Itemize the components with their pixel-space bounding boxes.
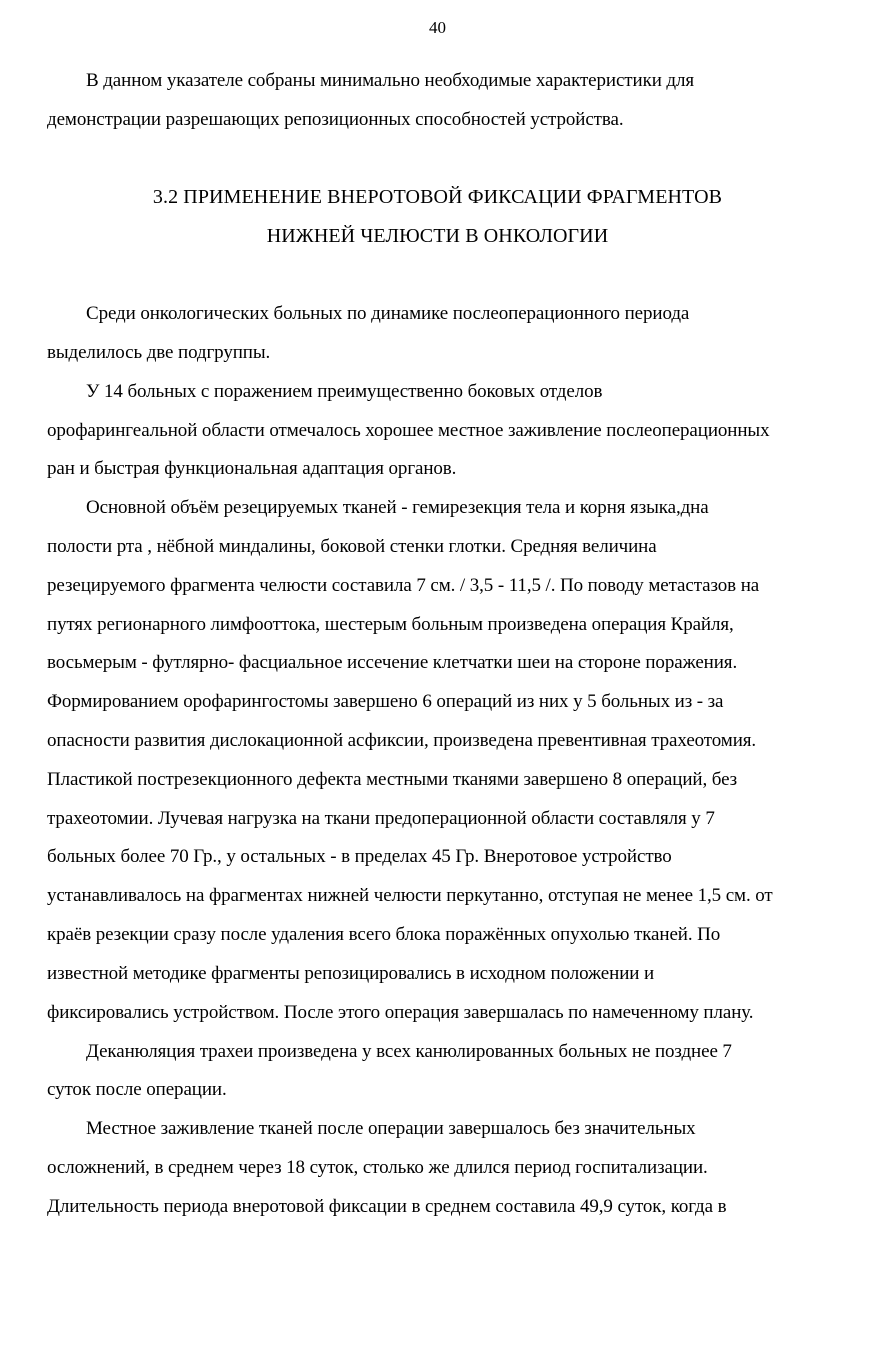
body-line-21: суток после операции. — [47, 1079, 227, 1100]
section-heading-line-1: 3.2 ПРИМЕНЕНИЕ ВНЕРОТОВОЙ ФИКСАЦИИ ФРАГМЕНТОВ — [152, 186, 723, 208]
body-line-20: Деканюляция трахеи произведена у всех канюлированных больных не позднее 7 — [86, 1041, 732, 1062]
body-line-15: больных более 70 Гр., у остальных - в пределах 45 Гр. Внеротовое устройство — [47, 846, 672, 867]
body-line-6: Основной объём резецируемых тканей - гемирезекция тела и корня языка,дна — [86, 497, 709, 518]
body-line-7: полости рта , нёбной миндалины, боковой стенки глотки. Средняя величина — [47, 536, 657, 557]
section-heading-line-2: НИЖНЕЙ ЧЕЛЮСТИ В ОНКОЛОГИИ — [266, 225, 609, 247]
body-line-2: выделилось две подгруппы. — [47, 342, 271, 363]
body-line-18: известной методике фрагменты репозицировались в исходном положении и — [47, 963, 655, 984]
body-line-12: опасности развития дислокационной асфиксии, произведена превентивная трахеотомия. — [47, 730, 757, 751]
body-line-17: краёв резекции сразу после удаления всего блока поражённых опухолью тканей. По — [47, 924, 721, 945]
body-line-22: Местное заживление тканей после операции завершалось без значительных — [86, 1118, 696, 1139]
body-line-13: Пластикой пострезекционного дефекта местными тканями завершено 8 операций, без — [47, 769, 738, 790]
body-line-16: устанавливалось на фрагментах нижней челюсти перкутанно, отступая не менее 1,5 см. от — [47, 885, 773, 906]
page-number: 40 — [429, 18, 446, 37]
body-line-11: Формированием орофарингостомы завершено 6 операций из них у 5 больных из - за — [47, 691, 724, 712]
body-line-23: осложнений, в среднем через 18 суток, столько же длился период госпитализации. — [47, 1157, 708, 1178]
body-line-10: восьмерым - футлярно- фасциальное иссечение клетчатки шеи на стороне поражения. — [47, 652, 738, 673]
intro-line-1: В данном указателе собраны минимально необходимые характеристики для — [86, 70, 695, 91]
body-line-24: Длительность периода внеротовой фиксации в среднем составила 49,9 суток, когда в — [47, 1196, 727, 1217]
intro-line-2: демонстрации разрешающих репозиционных способностей устройства. — [47, 109, 624, 130]
body-line-3: У 14 больных с поражением преимущественно боковых отделов — [86, 381, 603, 402]
body-line-1: Среди онкологических больных по динамике послеоперационного периода — [86, 303, 690, 324]
body-line-8: резецируемого фрагмента челюсти составила 7 см. / 3,5 - 11,5 /. По поводу метастазов на — [47, 575, 760, 596]
body-line-19: фиксировались устройством. После этого операция завершалась по намеченному плану. — [47, 1002, 754, 1023]
body-line-9: путях регионарного лимфооттока, шестерым больным произведена операция Крайля, — [47, 614, 734, 635]
body-line-14: трахеотомии. Лучевая нагрузка на ткани предоперационной области составляля у 7 — [47, 808, 715, 829]
body-line-5: ран и быстрая функциональная адаптация органов. — [47, 458, 457, 479]
body-line-4: орофарингеальной области отмечалось хорошее местное заживление послеоперационных — [47, 420, 770, 441]
